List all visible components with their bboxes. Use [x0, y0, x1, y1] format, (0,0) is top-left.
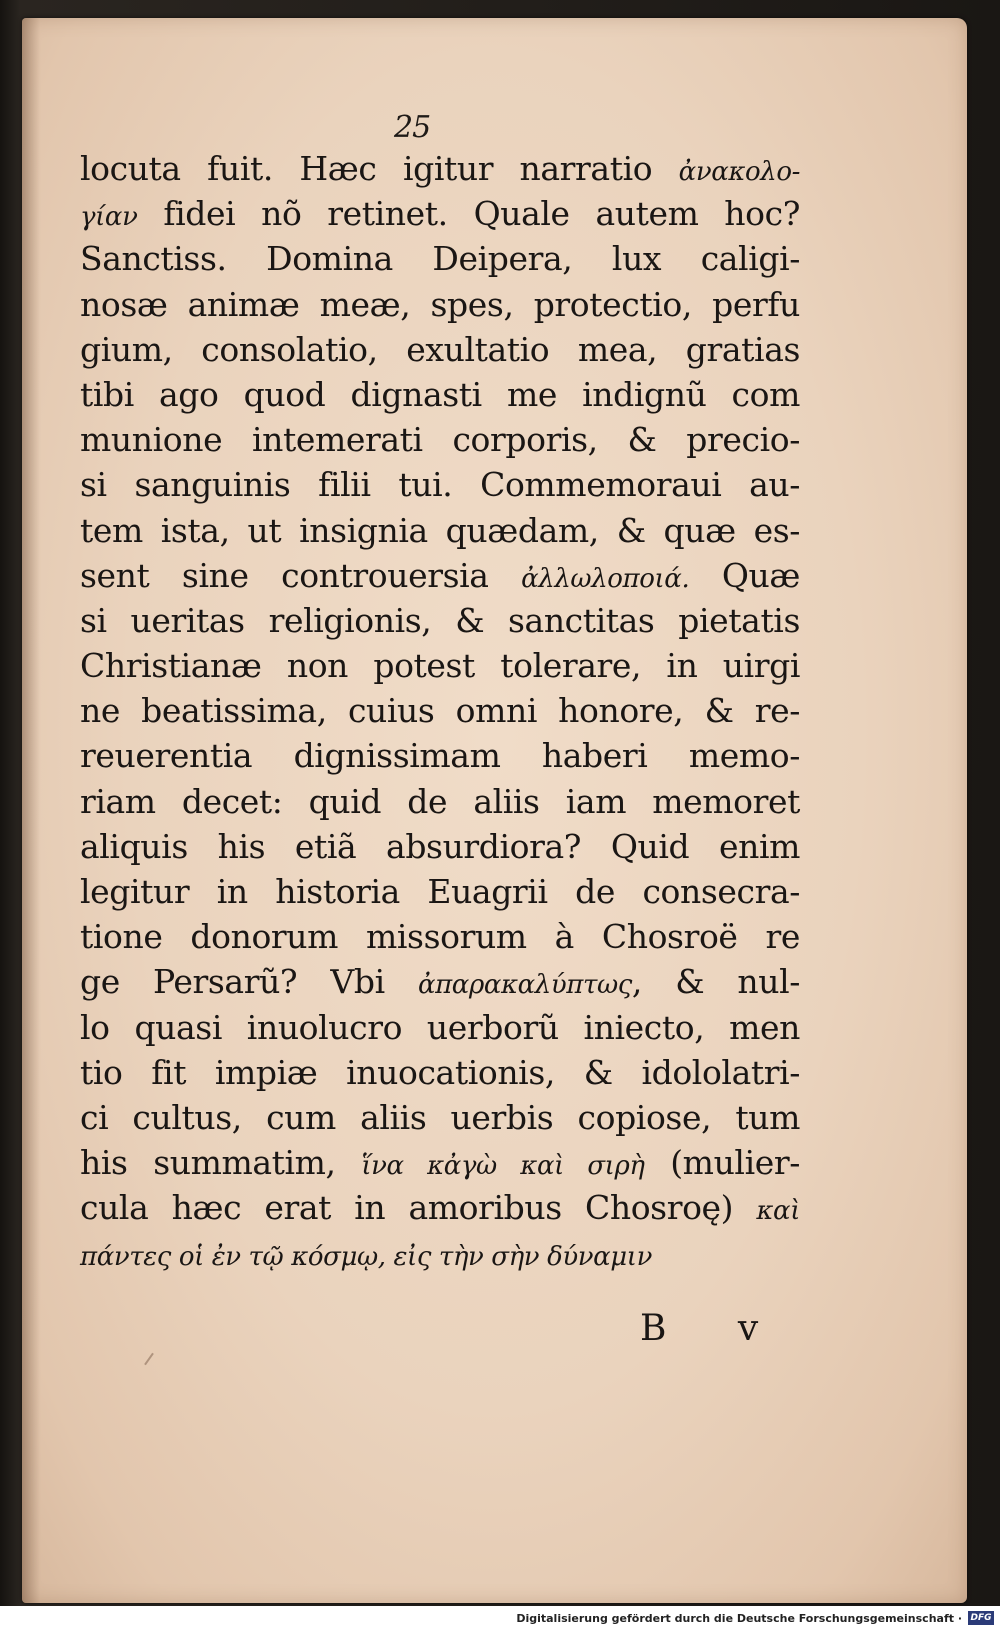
latin-text: his summatim,: [80, 1143, 362, 1183]
page-gutter-shadow: [22, 18, 40, 1603]
text-line: [80, 1095, 800, 1140]
latin-text: gium, consolatio, exultatio mea, gratias: [80, 329, 800, 369]
latin-text: tibi ago quod dignasti me indignũ com: [80, 374, 800, 414]
latin-text: si sanguinis filii tui. Commemoraui au-: [80, 465, 800, 505]
text-line: [80, 779, 800, 824]
latin-text: riam decet: quid de aliis iam memoret: [80, 781, 800, 821]
greek-text: ἵνα κἀγὼ καὶ σιρὴ: [361, 1151, 645, 1182]
latin-text: munione intemerati corporis, & precio-: [80, 420, 800, 460]
latin-text: (mulier-: [644, 1143, 800, 1183]
text-line: [80, 508, 800, 553]
text-line: [80, 462, 800, 507]
latin-text: Sanctiss. Domina Deipera, lux caligi-: [80, 239, 800, 279]
latin-text: tio fit impiæ inuocationis, & idololatri-: [80, 1052, 800, 1092]
text-block: [80, 146, 800, 1276]
greek-text: ἀπαρακαλύπτως: [417, 970, 632, 1001]
latin-text: locuta fuit. Hæc igitur narratio: [80, 149, 679, 188]
latin-text: aliquis his etiã absurdiora? Quid enim: [80, 826, 800, 866]
text-line: [80, 146, 800, 191]
text-line: [80, 191, 800, 236]
text-line: [80, 1005, 800, 1050]
text-line: [80, 417, 800, 462]
text-line: [80, 1185, 800, 1230]
latin-text: lo quasi inuolucro uerborũ iniecto, men: [80, 1007, 800, 1047]
latin-text: sent sine controuersia: [80, 555, 522, 595]
latin-text: reuerentia dignissimam haberi memo-: [80, 736, 800, 776]
text-line: [80, 1050, 800, 1095]
book-page: [22, 18, 967, 1603]
dfg-logo: DFG: [968, 1611, 994, 1625]
latin-text: tione donorum missorum à Chosroë re: [80, 917, 800, 957]
latin-text: legitur in historia Euagrii de consecra-: [80, 872, 800, 911]
greek-text: πάντες οἱ ἐν τῷ κόσμῳ, εἰς τὴν σὴν δύναμιν: [80, 1241, 652, 1272]
funding-credit: Digitalisierung gefördert durch die Deutsche Forschungsgemeinschaft ·: [516, 1612, 962, 1625]
latin-text: Christianæ non potest tolerare, in uirgi: [80, 646, 800, 686]
text-line: [80, 327, 800, 372]
text-line: [80, 236, 800, 281]
latin-text: ci cultus, cum aliis uerbis copiose, tum: [80, 1097, 800, 1137]
text-line: [80, 553, 800, 598]
latin-text: tem ista, ut insignia quædam, & quæ es-: [80, 510, 800, 550]
latin-text: Quæ: [689, 555, 800, 595]
greek-text: καὶ: [756, 1196, 800, 1227]
latin-text: fidei nõ retinet. Quale autem hoc?: [137, 194, 800, 234]
latin-text: ge Persarũ? Vbi: [80, 962, 418, 1002]
text-line: [80, 869, 800, 914]
latin-text: cula hæc erat in amoribus Chosroę): [80, 1188, 757, 1228]
page-number: 25: [394, 110, 431, 145]
text-line: [80, 1140, 800, 1185]
signature-mark: B v: [640, 1308, 789, 1349]
text-line: [80, 959, 800, 1004]
latin-text: ne beatissima, cuius omni honore, & re-: [80, 691, 800, 731]
text-line: [80, 1231, 800, 1276]
text-line: [80, 688, 800, 733]
text-line: [80, 372, 800, 417]
greek-text: ἀλλωλοποιά.: [521, 563, 690, 594]
text-line: [80, 598, 800, 643]
stray-pen-mark: [144, 1353, 154, 1366]
latin-text: si ueritas religionis, & sanctitas pietatis: [80, 600, 800, 640]
text-line: [80, 914, 800, 959]
text-line: [80, 643, 800, 688]
text-line: [80, 824, 800, 869]
greek-text: ἀνακολο-: [678, 157, 800, 187]
latin-text: nosæ animæ meæ, spes, protectio, perfu: [80, 284, 800, 324]
text-line: [80, 733, 800, 778]
text-line: [80, 282, 800, 327]
greek-text: γίαν: [80, 202, 138, 233]
latin-text: , & nul-: [631, 962, 801, 1002]
